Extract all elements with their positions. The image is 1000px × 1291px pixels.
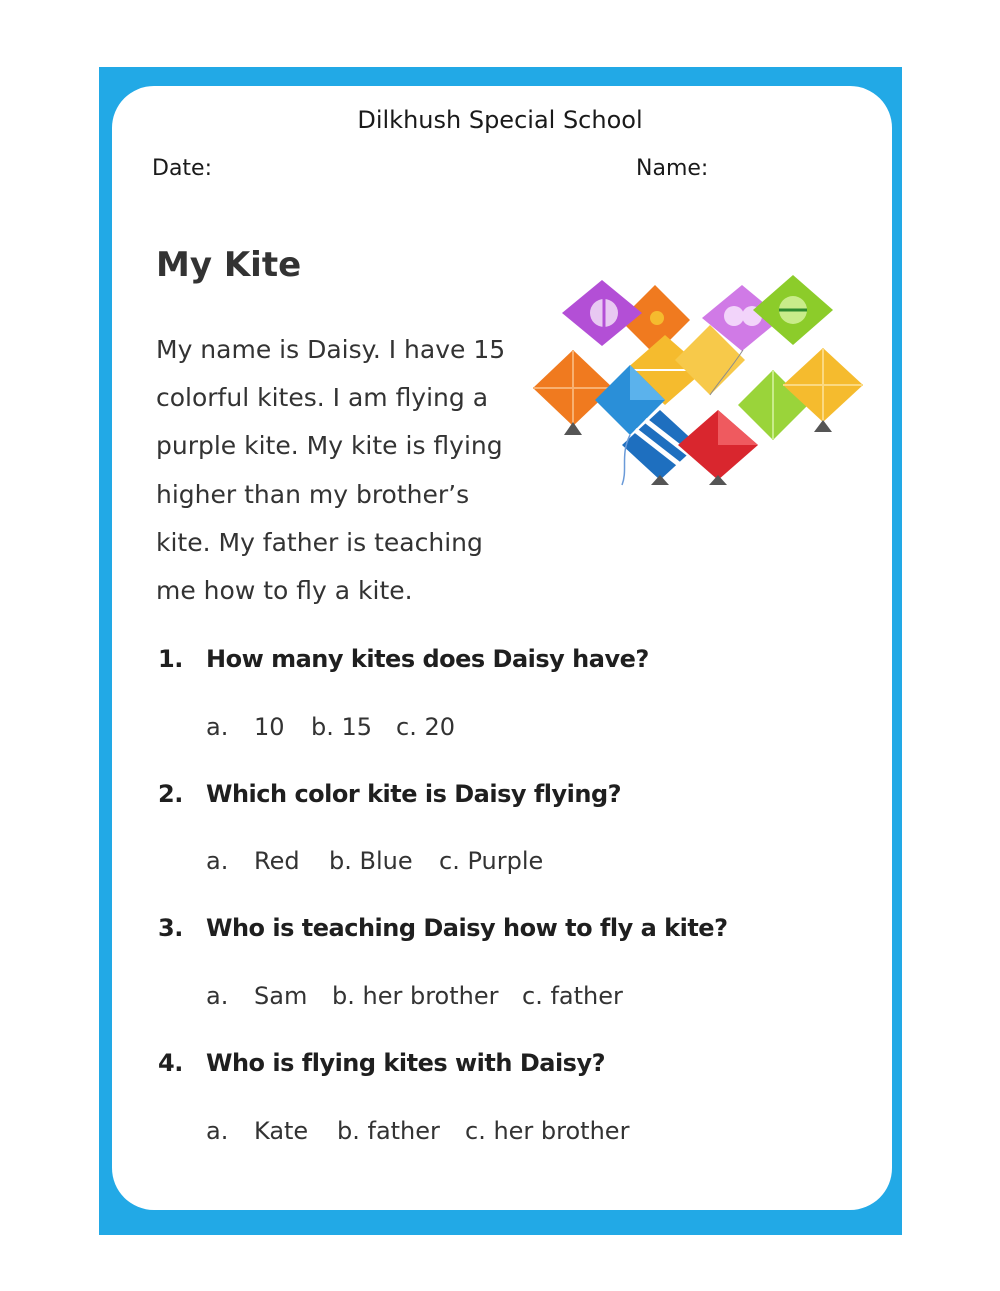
kite-orange-left [533,350,613,435]
option-c: c. father [522,982,623,1010]
story-text [156,326,536,615]
question-3 [158,914,728,942]
question-text: Which color kite is Daisy flying? [206,780,622,808]
option-c: c. her brother [465,1117,630,1145]
question-2 [158,780,621,808]
option-a-text: Red [254,847,300,875]
option-b: b. Blue [329,847,413,875]
question-4 [158,1049,605,1077]
kite-yellow-right [783,348,863,432]
date-label: Date: [152,156,212,181]
option-a-text: Kate [254,1117,309,1145]
story-line: kite. My father is teaching [156,527,483,557]
question-text: How many kites does Daisy have? [206,645,649,673]
option-a: a. [206,1117,229,1145]
option-b: b. father [337,1117,440,1145]
story-line: me how to fly a kite. [156,576,413,606]
kite-purple-left [562,280,642,346]
story-line: higher than my brother’s [156,479,470,509]
question-number: 4. [158,1049,183,1077]
story-line: My name is Daisy. I have 15 [156,335,506,364]
option-c: c. Purple [439,847,544,875]
question-text: Who is teaching Daisy how to fly a kite? [206,914,728,942]
question-number: 3. [158,914,183,942]
option-a: a. [206,847,229,875]
question-number: 2. [158,780,183,808]
question-text: Who is flying kites with Daisy? [206,1049,606,1077]
kite-red [678,410,758,485]
option-b: b. her brother [332,982,499,1010]
option-a-text: 10 [254,713,285,741]
story-line: colorful kites. I am flying a [156,383,489,413]
story-title: My Kite [156,245,302,285]
kite-green-top [753,275,833,345]
option-b: b. 15 [311,713,373,741]
question-1 [158,645,649,673]
option-a-text: Sam [254,982,308,1010]
option-c: c. 20 [396,713,455,741]
name-label: Name: [636,156,709,181]
story-line: purple kite. My kite is flying [156,431,503,461]
option-a: a. [206,982,229,1010]
option-a: a. [206,713,229,741]
kites-illustration [530,270,870,490]
question-number: 1. [158,645,183,673]
school-name: Dilkhush Special School [357,106,643,134]
